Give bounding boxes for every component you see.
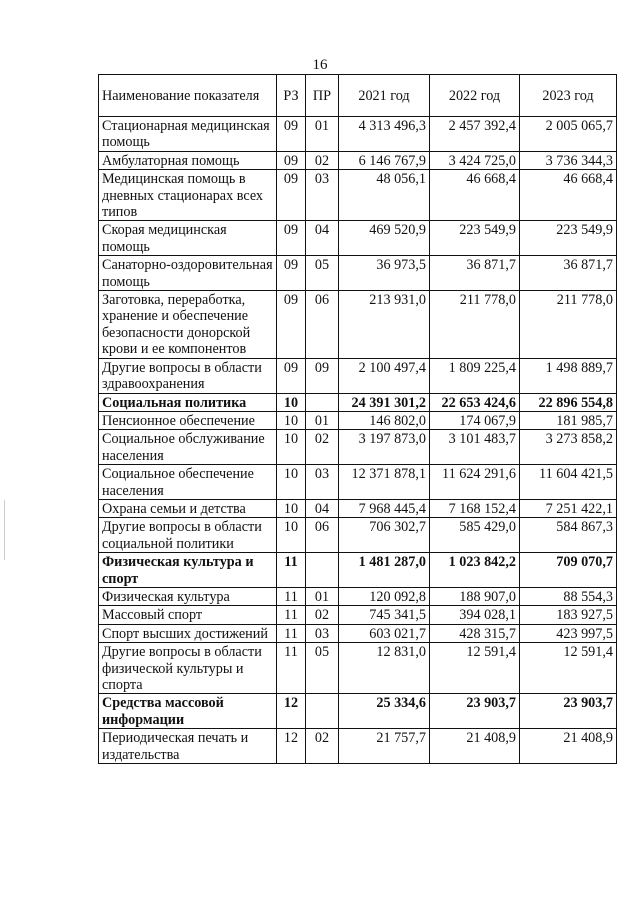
cell-2022: 223 549,9 xyxy=(430,221,520,256)
cell-2022: 11 624 291,6 xyxy=(430,465,520,500)
cell-2023: 23 903,7 xyxy=(520,694,617,729)
cell-2021: 469 520,9 xyxy=(339,221,430,256)
cell-pr: 02 xyxy=(306,606,339,624)
cell-rz: 10 xyxy=(277,465,306,500)
cell-name: Социальное обеспечение населения xyxy=(99,465,277,500)
cell-name: Физическая культура и спорт xyxy=(99,553,277,588)
cell-rz: 09 xyxy=(277,291,306,359)
cell-pr: 04 xyxy=(306,221,339,256)
cell-pr: 02 xyxy=(306,430,339,465)
table-row xyxy=(99,643,617,694)
cell-2023: 12 591,4 xyxy=(520,643,617,694)
cell-2021: 12 831,0 xyxy=(339,643,430,694)
cell-rz: 11 xyxy=(277,553,306,588)
table-row xyxy=(99,430,617,465)
cell-2023: 11 604 421,5 xyxy=(520,465,617,500)
cell-rz: 09 xyxy=(277,151,306,169)
cell-2022: 394 028,1 xyxy=(430,606,520,624)
cell-2021: 25 334,6 xyxy=(339,694,430,729)
cell-name: Заготовка, переработка, хранение и обеспечение безопасности донорской крови и ее компонентов xyxy=(99,291,277,359)
cell-2022: 22 653 424,6 xyxy=(430,393,520,411)
table-row xyxy=(99,624,617,642)
cell-name: Периодическая печать и издательства xyxy=(99,729,277,764)
cell-2021: 2 100 497,4 xyxy=(339,358,430,393)
cell-2021: 213 931,0 xyxy=(339,291,430,359)
cell-2023: 3 273 858,2 xyxy=(520,430,617,465)
table-row xyxy=(99,117,617,152)
cell-name: Пенсионное обеспечение xyxy=(99,411,277,429)
table-row xyxy=(99,151,617,169)
table-row xyxy=(99,587,617,605)
cell-2022: 3 424 725,0 xyxy=(430,151,520,169)
cell-name: Другие вопросы в области социальной политики xyxy=(99,518,277,553)
budget-table xyxy=(98,74,617,764)
cell-pr: 03 xyxy=(306,465,339,500)
cell-pr: 01 xyxy=(306,411,339,429)
cell-pr: 02 xyxy=(306,729,339,764)
table-row xyxy=(99,729,617,764)
cell-rz: 09 xyxy=(277,256,306,291)
cell-name: Медицинская помощь в дневных стационарах всех типов xyxy=(99,170,277,221)
cell-rz: 10 xyxy=(277,393,306,411)
cell-name: Физическая культура xyxy=(99,587,277,605)
cell-rz: 09 xyxy=(277,170,306,221)
cell-rz: 11 xyxy=(277,643,306,694)
cell-pr: 06 xyxy=(306,291,339,359)
header-pr: ПР xyxy=(306,75,339,117)
cell-2022: 1 023 842,2 xyxy=(430,553,520,588)
cell-name: Санаторно-оздоровительная помощь xyxy=(99,256,277,291)
cell-2021: 706 302,7 xyxy=(339,518,430,553)
cell-2023: 88 554,3 xyxy=(520,587,617,605)
table-body xyxy=(99,117,617,764)
cell-name: Социальная политика xyxy=(99,393,277,411)
cell-2023: 1 498 889,7 xyxy=(520,358,617,393)
cell-2021: 1 481 287,0 xyxy=(339,553,430,588)
cell-pr xyxy=(306,553,339,588)
table-row xyxy=(99,291,617,359)
cell-pr: 05 xyxy=(306,256,339,291)
cell-rz: 11 xyxy=(277,624,306,642)
cell-2023: 36 871,7 xyxy=(520,256,617,291)
cell-2023: 584 867,3 xyxy=(520,518,617,553)
cell-2022: 21 408,9 xyxy=(430,729,520,764)
header-2023: 2023 год xyxy=(520,75,617,117)
cell-2021: 21 757,7 xyxy=(339,729,430,764)
cell-2022: 585 429,0 xyxy=(430,518,520,553)
cell-2023: 423 997,5 xyxy=(520,624,617,642)
cell-name: Другие вопросы в области здравоохранения xyxy=(99,358,277,393)
cell-rz: 09 xyxy=(277,117,306,152)
cell-2022: 211 778,0 xyxy=(430,291,520,359)
cell-2022: 36 871,7 xyxy=(430,256,520,291)
table-row xyxy=(99,170,617,221)
cell-rz: 12 xyxy=(277,729,306,764)
cell-2022: 174 067,9 xyxy=(430,411,520,429)
header-2022: 2022 год xyxy=(430,75,520,117)
cell-pr: 03 xyxy=(306,170,339,221)
cell-2023: 223 549,9 xyxy=(520,221,617,256)
cell-2023: 46 668,4 xyxy=(520,170,617,221)
cell-rz: 10 xyxy=(277,411,306,429)
cell-2021: 24 391 301,2 xyxy=(339,393,430,411)
cell-2022: 12 591,4 xyxy=(430,643,520,694)
table-row xyxy=(99,411,617,429)
cell-pr: 05 xyxy=(306,643,339,694)
table-row xyxy=(99,256,617,291)
cell-name: Охрана семьи и детства xyxy=(99,499,277,517)
cell-name: Стационарная медицинская помощь xyxy=(99,117,277,152)
cell-2023: 183 927,5 xyxy=(520,606,617,624)
table-row xyxy=(99,518,617,553)
table-header-row xyxy=(99,75,617,117)
cell-2023: 709 070,7 xyxy=(520,553,617,588)
cell-2022: 188 907,0 xyxy=(430,587,520,605)
cell-name: Спорт высших достижений xyxy=(99,624,277,642)
cell-rz: 10 xyxy=(277,518,306,553)
cell-2023: 3 736 344,3 xyxy=(520,151,617,169)
cell-pr xyxy=(306,393,339,411)
cell-2022: 23 903,7 xyxy=(430,694,520,729)
cell-2023: 2 005 065,7 xyxy=(520,117,617,152)
cell-name: Социальное обслуживание населения xyxy=(99,430,277,465)
cell-2021: 6 146 767,9 xyxy=(339,151,430,169)
header-2021: 2021 год xyxy=(339,75,430,117)
cell-2022: 7 168 152,4 xyxy=(430,499,520,517)
cell-2021: 3 197 873,0 xyxy=(339,430,430,465)
cell-2021: 146 802,0 xyxy=(339,411,430,429)
cell-name: Массовый спорт xyxy=(99,606,277,624)
table-row xyxy=(99,358,617,393)
cell-rz: 09 xyxy=(277,358,306,393)
cell-pr: 09 xyxy=(306,358,339,393)
cell-2023: 21 408,9 xyxy=(520,729,617,764)
cell-name: Средства массовой информации xyxy=(99,694,277,729)
cell-pr: 02 xyxy=(306,151,339,169)
header-name: Наименование показателя xyxy=(99,75,277,117)
table-row xyxy=(99,393,617,411)
cell-rz: 11 xyxy=(277,606,306,624)
cell-2021: 4 313 496,3 xyxy=(339,117,430,152)
cell-pr xyxy=(306,694,339,729)
table-row xyxy=(99,553,617,588)
scan-edge-mark xyxy=(4,500,5,560)
table-row xyxy=(99,465,617,500)
cell-2023: 7 251 422,1 xyxy=(520,499,617,517)
cell-pr: 04 xyxy=(306,499,339,517)
cell-2021: 48 056,1 xyxy=(339,170,430,221)
cell-rz: 09 xyxy=(277,221,306,256)
cell-pr: 06 xyxy=(306,518,339,553)
table-row xyxy=(99,694,617,729)
cell-2023: 22 896 554,8 xyxy=(520,393,617,411)
cell-2022: 1 809 225,4 xyxy=(430,358,520,393)
cell-2021: 36 973,5 xyxy=(339,256,430,291)
cell-2021: 120 092,8 xyxy=(339,587,430,605)
cell-rz: 11 xyxy=(277,587,306,605)
cell-2021: 12 371 878,1 xyxy=(339,465,430,500)
cell-2022: 2 457 392,4 xyxy=(430,117,520,152)
cell-name: Скорая медицинская помощь xyxy=(99,221,277,256)
table-row xyxy=(99,499,617,517)
cell-2021: 603 021,7 xyxy=(339,624,430,642)
cell-2022: 428 315,7 xyxy=(430,624,520,642)
cell-name: Другие вопросы в области физической культуры и спорта xyxy=(99,643,277,694)
table-row xyxy=(99,221,617,256)
page-number: 16 xyxy=(312,57,328,73)
cell-2022: 46 668,4 xyxy=(430,170,520,221)
cell-2021: 7 968 445,4 xyxy=(339,499,430,517)
cell-2021: 745 341,5 xyxy=(339,606,430,624)
cell-pr: 01 xyxy=(306,587,339,605)
cell-pr: 03 xyxy=(306,624,339,642)
header-rz: РЗ xyxy=(277,75,306,117)
cell-name: Амбулаторная помощь xyxy=(99,151,277,169)
cell-pr: 01 xyxy=(306,117,339,152)
cell-2022: 3 101 483,7 xyxy=(430,430,520,465)
cell-rz: 12 xyxy=(277,694,306,729)
table-row xyxy=(99,606,617,624)
cell-rz: 10 xyxy=(277,499,306,517)
cell-2023: 181 985,7 xyxy=(520,411,617,429)
cell-2023: 211 778,0 xyxy=(520,291,617,359)
cell-rz: 10 xyxy=(277,430,306,465)
